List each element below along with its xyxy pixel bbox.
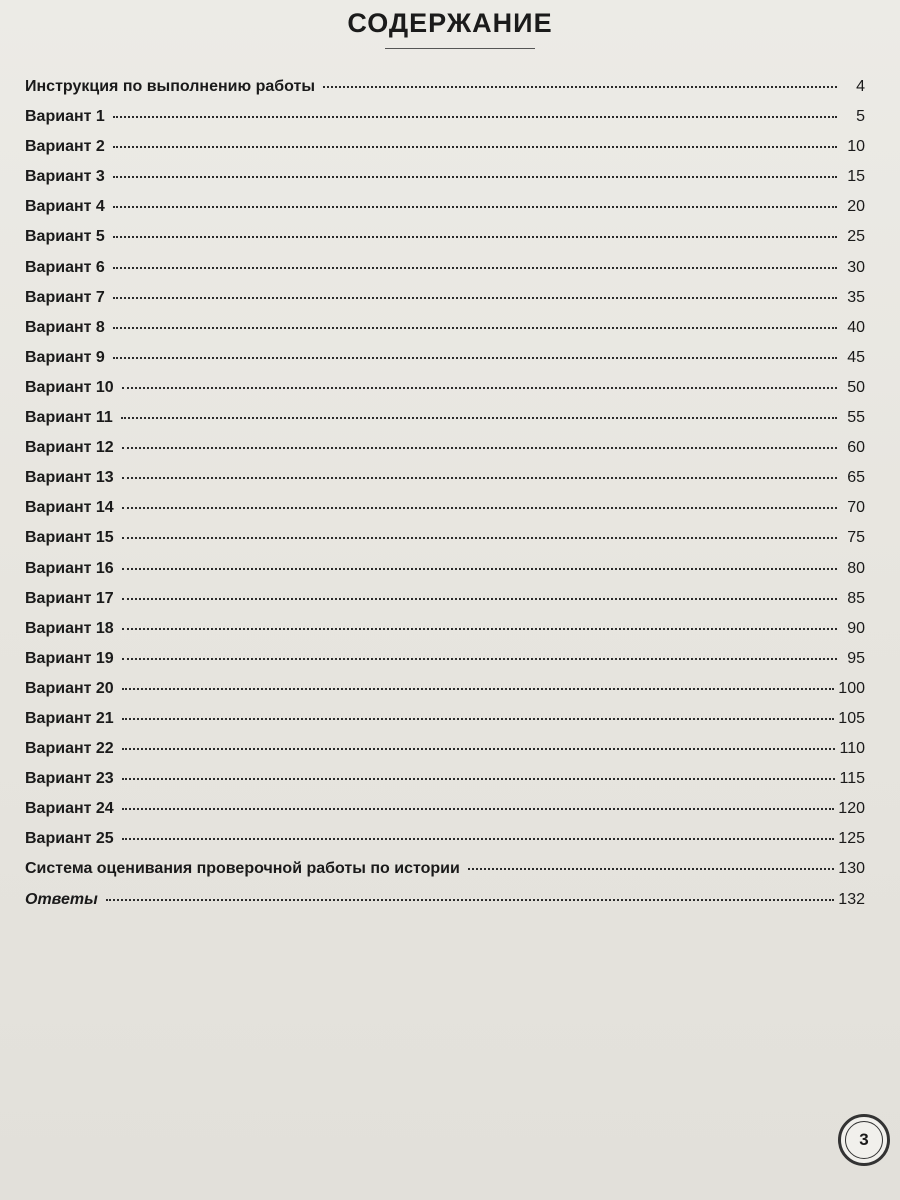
- dot-leader: [113, 146, 837, 148]
- toc-entry-label: Вариант 24: [25, 800, 114, 818]
- toc-entry-page: 25: [847, 228, 865, 246]
- dot-leader: [122, 838, 835, 840]
- dot-leader: [113, 357, 837, 359]
- dot-leader: [106, 899, 835, 901]
- toc-entry[interactable]: [25, 740, 865, 770]
- toc-entry-label: Ответы: [25, 890, 98, 908]
- dot-leader: [122, 628, 837, 630]
- toc-entry-page: 5: [856, 108, 865, 126]
- toc-entry-label: Вариант 9: [25, 348, 105, 366]
- toc-entry-label: Вариант 2: [25, 138, 105, 156]
- toc-entry-label: Вариант 20: [25, 679, 114, 697]
- toc-entry-page: 110: [839, 740, 865, 758]
- toc-entry[interactable]: [25, 289, 865, 319]
- toc-entry-page: 105: [838, 709, 865, 727]
- dot-leader: [113, 236, 837, 238]
- dot-leader: [113, 116, 837, 118]
- dot-leader: [122, 688, 835, 690]
- toc-entry-label: Вариант 7: [25, 288, 105, 306]
- toc-entry-page: 65: [847, 469, 865, 487]
- toc-entry-page: 80: [847, 559, 865, 577]
- toc-entry-page: 125: [838, 830, 865, 848]
- toc-entry-label: Вариант 22: [25, 740, 114, 758]
- toc-entry-label: Вариант 21: [25, 709, 114, 727]
- toc-entry-page: 10: [847, 138, 865, 156]
- toc-entry-page: 45: [847, 348, 865, 366]
- toc-entry-page: 4: [856, 78, 865, 95]
- toc-entry[interactable]: [25, 349, 865, 379]
- toc-entry-label: Вариант 19: [25, 649, 114, 667]
- toc-entry[interactable]: [25, 800, 865, 830]
- toc-entry-label: Вариант 1: [25, 108, 105, 126]
- toc-entry-page: 100: [838, 679, 865, 697]
- toc-entry[interactable]: [25, 379, 865, 409]
- dot-leader: [122, 477, 837, 479]
- toc-entry-page: 115: [839, 770, 865, 788]
- toc-entry[interactable]: [25, 830, 865, 860]
- toc-entry-page: 95: [847, 649, 865, 667]
- dot-leader: [122, 568, 837, 570]
- page-number-badge: [838, 1114, 890, 1166]
- toc-entry[interactable]: [25, 680, 865, 710]
- toc-entry[interactable]: [25, 650, 865, 680]
- toc-entry-label: Вариант 18: [25, 619, 114, 637]
- toc-entry-page: 50: [847, 378, 865, 396]
- dot-leader: [122, 748, 836, 750]
- dot-leader: [122, 537, 837, 539]
- dot-leader: [468, 868, 834, 870]
- toc-entry[interactable]: [25, 78, 865, 108]
- toc-entry-label: Вариант 13: [25, 469, 114, 487]
- toc-entry-label: Инструкция по выполнению работы: [25, 78, 316, 95]
- title-underline: [385, 48, 535, 49]
- toc-entry-label: Вариант 10: [25, 378, 114, 396]
- toc-entry-label: Система оценивания проверочной работы по истории: [25, 860, 460, 878]
- toc-entry-page: 15: [847, 168, 865, 186]
- toc-entry-label: Вариант 11: [25, 409, 113, 427]
- toc-entry[interactable]: [25, 319, 865, 349]
- toc-entry-page: 60: [847, 439, 865, 457]
- toc-entry-label: Вариант 5: [25, 228, 105, 246]
- toc-entry[interactable]: [25, 439, 865, 469]
- toc-entry[interactable]: [25, 228, 865, 258]
- toc-entry-page: 20: [847, 198, 865, 216]
- dot-leader: [121, 417, 837, 419]
- toc-entry-page: 85: [847, 589, 865, 607]
- toc-entry-label: Вариант 23: [25, 770, 114, 788]
- toc-entry-label: Вариант 14: [25, 499, 114, 517]
- toc-entry[interactable]: [25, 409, 865, 439]
- toc-entry-label: Вариант 16: [25, 559, 114, 577]
- dot-leader: [122, 778, 836, 780]
- toc-entry-label: Вариант 17: [25, 589, 114, 607]
- toc-entry-page: 40: [847, 318, 865, 336]
- dot-leader: [113, 267, 837, 269]
- toc-entry-page: 35: [847, 288, 865, 306]
- toc-entry-page: 90: [847, 619, 865, 637]
- toc-entry-label: Вариант 15: [25, 529, 114, 547]
- toc-entry-label: Вариант 8: [25, 318, 105, 336]
- dot-leader: [122, 718, 835, 720]
- dot-leader: [122, 658, 837, 660]
- toc-entry-label: Вариант 6: [25, 258, 105, 276]
- toc-entry-label: Вариант 4: [25, 198, 105, 216]
- toc-entry[interactable]: [25, 259, 865, 289]
- dot-leader: [122, 447, 837, 449]
- toc-entry[interactable]: [25, 469, 865, 499]
- toc-entry[interactable]: [25, 108, 865, 138]
- toc-entry[interactable]: [25, 168, 865, 198]
- toc-entry-label: Вариант 12: [25, 439, 114, 457]
- toc-entry-page: 130: [838, 860, 865, 878]
- toc-entry[interactable]: [25, 590, 865, 620]
- page-title: СОДЕРЖАНИЕ: [347, 8, 553, 38]
- toc-entry-label: Вариант 25: [25, 830, 114, 848]
- toc-entry[interactable]: [25, 529, 865, 559]
- toc-entry-page: 70: [847, 499, 865, 517]
- dot-leader: [122, 598, 837, 600]
- toc-entry[interactable]: [25, 891, 865, 921]
- dot-leader: [122, 507, 837, 509]
- toc-entry-page: 55: [847, 409, 865, 427]
- toc-entry[interactable]: [25, 770, 865, 800]
- toc-entry-page: 75: [847, 529, 865, 547]
- toc-entry[interactable]: [25, 138, 865, 168]
- toc-entry[interactable]: [25, 710, 865, 740]
- toc-entry[interactable]: [25, 620, 865, 650]
- dot-leader: [113, 297, 837, 299]
- toc-entry[interactable]: [25, 560, 865, 590]
- toc-entry[interactable]: [25, 499, 865, 529]
- dot-leader: [113, 206, 837, 208]
- page-number: 3: [845, 1121, 883, 1159]
- toc-entry-page: 132: [838, 890, 865, 908]
- toc-entry-label: Вариант 3: [25, 168, 105, 186]
- dot-leader: [122, 808, 835, 810]
- toc-entry[interactable]: [25, 860, 865, 890]
- dot-leader: [122, 387, 837, 389]
- toc-entry-page: 120: [838, 800, 865, 818]
- toc-entry[interactable]: [25, 198, 865, 228]
- toc-entry-page: 30: [847, 258, 865, 276]
- dot-leader: [113, 176, 837, 178]
- dot-leader: [323, 86, 837, 88]
- table-of-contents: [25, 78, 865, 921]
- dot-leader: [113, 327, 837, 329]
